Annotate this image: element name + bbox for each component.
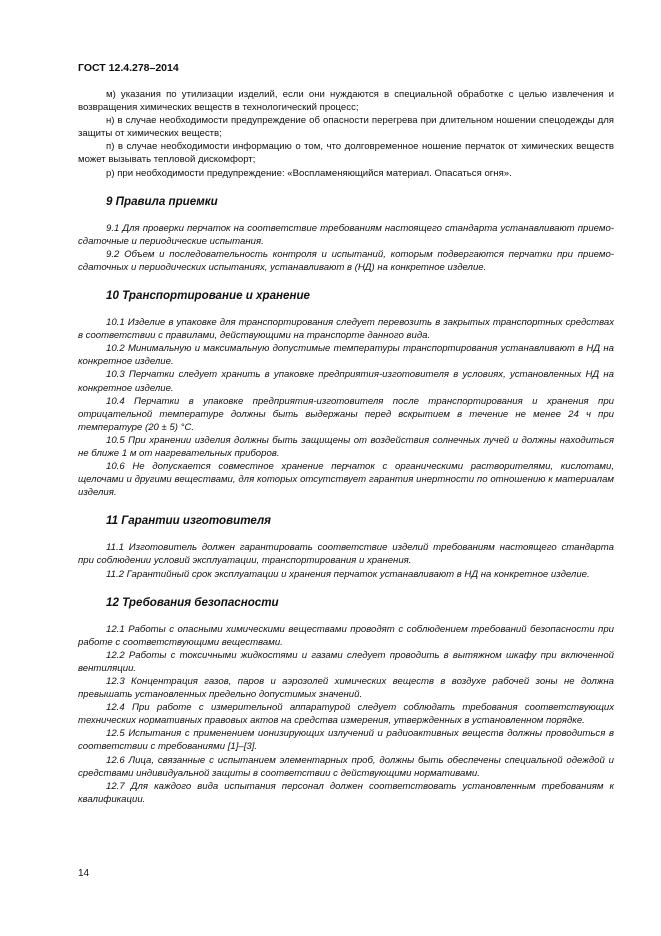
clause-12-2: 12.2 Работы с токсичными жидкостями и газами следует проводить в вытяжном шкафу при включенной вентиляции. bbox=[78, 649, 614, 674]
clause-12-6: 12.6 Лица, связанные с испытанием элементарных проб, должны быть обеспечены специальной одеждой и средствами индивидуальной защиты в соответствии с действующими нормативами. bbox=[78, 754, 614, 779]
standard-header: ГОСТ 12.4.278–2014 bbox=[78, 62, 179, 74]
section-9 bbox=[78, 195, 614, 274]
clause-10-1: 10.1 Изделие в упаковке для транспортирования следует перевозить в закрытых транспортных средствах в соответствии с правилами, действующими на транспорте данного вида. bbox=[78, 317, 614, 342]
clause-10-6: 10.6 Не допускается совместное хранение перчаток с органическими растворителями, кислотами, щелочами и другими веществами, для которых отсутствует гарантия инертности по отношению к материалам изделия. bbox=[78, 461, 614, 499]
clause-11-2: 11.2 Гарантийный срок эксплуатации и хранения перчаток устанавливают в НД на конкретное изделие. bbox=[106, 568, 590, 580]
section-heading: 9 Правила приемки bbox=[106, 194, 218, 208]
clause-10-4: 10.4 Перчатки в упаковке предприятия-изготовителя после транспортирования и хранения при отрицательной температуре должны быть выдержаны перед вскрытием в течение не менее 24 ч при температуре (20 ± 5) °С. bbox=[78, 395, 614, 433]
clause-9-1: 9.1 Для проверки перчаток на соответствие требованиям настоящего стандарта устанавливают приемо-сдаточные и периодические испытания. bbox=[78, 222, 614, 247]
clause-10-5: 10.5 При хранении изделия должны быть защищены от воздействия солнечных лучей и должны находиться не ближе 1 м от нагревательных приборов. bbox=[78, 434, 614, 459]
list-item-r: р) при необходимости предупреждение: «Воспламеняющийся материал. Опасаться огня». bbox=[106, 167, 512, 179]
clause-12-5: 12.5 Испытания с применением ионизирующих излучений и радиоактивных веществ должны проводиться в соответствии с требованиями [1]–[3]. bbox=[78, 728, 614, 753]
page-content bbox=[78, 88, 614, 806]
clause-9-2: 9.2 Объем и последовательность контроля и испытаний, которым подвергаются перчатки при приемо-сдаточных и периодических испытаниях, устанавливают в (НД) на конкретное изделие. bbox=[78, 248, 614, 273]
clause-12-7: 12.7 Для каждого вида испытания персонал должен соответствовать установленным требованиям к квалификации. bbox=[78, 780, 614, 805]
section-11 bbox=[78, 514, 614, 580]
list-item-m: м) указания по утилизации изделий, если они нуждаются в специальной обработке с целью извлечения и возвращения химических веществ в технологический процесс; bbox=[78, 89, 614, 114]
list-item-p: п) в случае необходимости информацию о том, что долговременное ношение перчаток от химических веществ может вызывать тепловой дискомфорт; bbox=[78, 141, 614, 166]
clause-10-3: 10.3 Перчатки следует хранить в упаковке предприятия-изготовителя в условиях, установленных НД на конкретное изделие. bbox=[78, 369, 614, 394]
clause-12-4: 12.4 При работе с измерительной аппаратурой следует соблюдать требования соответствующих технических нормативных правовых актов на средства измерения, утвержденных в установленном порядке. bbox=[78, 702, 614, 727]
section-10 bbox=[78, 289, 614, 499]
section-heading: 10 Транспортирование и хранение bbox=[106, 289, 311, 303]
page-number: 14 bbox=[78, 868, 90, 879]
clause-12-3: 12.3 Концентрация газов, паров и аэрозолей химических веществ в воздухе рабочей зоны не должна превышать установленных предельно допустимых значений. bbox=[78, 676, 614, 701]
clause-10-2: 10.2 Минимальную и максимальную допустимые температуры транспортирования устанавливают в НД на конкретное изделие. bbox=[78, 343, 614, 368]
list-item-n: н) в случае необходимости предупреждение об опасности перегрева при длительном ношении спецодежды для защиты от химических веществ; bbox=[78, 115, 614, 140]
intro-list bbox=[78, 88, 614, 180]
clause-11-1: 11.1 Изготовитель должен гарантировать соответствие изделий требованиям настоящего стандарта при соблюдении условий эксплуатации, транспортирования и хранения. bbox=[78, 542, 614, 567]
section-heading: 12 Требования безопасности bbox=[106, 595, 279, 609]
clause-12-1: 12.1 Работы с опасными химическими веществами проводят с соблюдением требований безопасности при работе с соответствующими веществами. bbox=[78, 623, 614, 648]
section-12 bbox=[78, 596, 614, 806]
section-heading: 11 Гарантии изготовителя bbox=[106, 514, 271, 528]
